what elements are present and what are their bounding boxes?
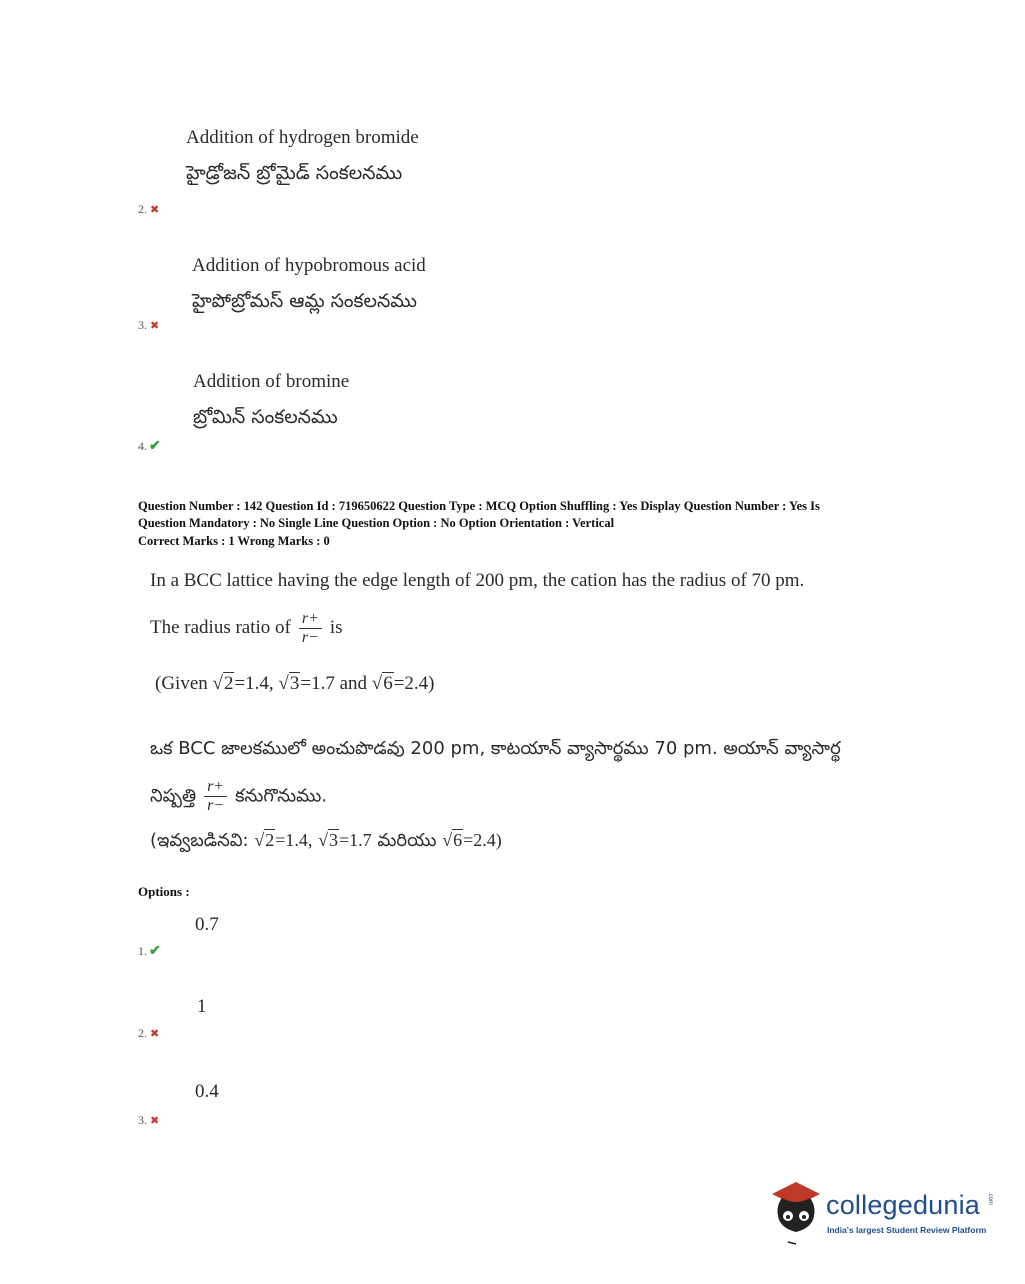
logo-name: collegedunia — [826, 1190, 981, 1220]
collegedunia-logo — [766, 1176, 1001, 1246]
fraction: $\frac{r+}{r-}$ — [299, 610, 322, 647]
wrong-icon: ✖ — [150, 204, 160, 216]
sqrt-2: √2 — [254, 830, 275, 850]
option-number: 1. ✔ — [138, 944, 161, 959]
option-number: 2. ✖ — [138, 202, 160, 216]
fraction: $\frac{r+}{r-}$ — [204, 778, 227, 815]
option-value: 1 — [197, 996, 207, 1017]
sqrt-3: √3 — [318, 830, 338, 850]
question-text-en: In a BCC lattice having the edge length of 200 pm, the cation has the radius of 70 pm. — [150, 570, 805, 591]
option-text-te: హైడ్రోజన్ బ్రోమైడ్ సంకలనము — [186, 162, 403, 184]
question-meta: Question Number : 142 Question Id : 719650622 Question Type : MCQ Option Shuffling : Yes Display Question Number : Yes Is Question Mandatory : No Single Line Question Option : No Option Orientation : Vertical Correct Marks : 1 Wrong Marks : 0 — [138, 499, 820, 548]
radius-ratio-line: The radius ratio of $\frac{r+}{r-}$ is — [150, 610, 343, 646]
option-number: 2. ✖ — [138, 1026, 160, 1040]
sqrt-6: √6 — [371, 673, 393, 694]
logo-tagline: India's largest Student Review Platform — [827, 1225, 987, 1235]
wrong-icon: ✖ — [150, 1115, 160, 1127]
option-value: 0.4 — [195, 1081, 219, 1102]
radius-ratio-line-te: నిష్పత్తి $\frac{r+}{r-}$ కనుగొనుము. — [150, 778, 328, 814]
option-text-te: బ్రోమిన్ సంకలనము — [193, 406, 338, 428]
options-label: Options : — [138, 884, 190, 899]
sqrt-3: √3 — [278, 673, 300, 694]
logo-com: .com — [987, 1192, 993, 1206]
sqrt-6: √6 — [442, 830, 463, 850]
option-text-en: Addition of hypobromous acid — [192, 255, 426, 276]
option-text-en: Addition of bromine — [193, 371, 350, 392]
given-line: (Given √2=1.4, √3=1.7 and √6=2.4) — [155, 673, 435, 694]
correct-icon: ✔ — [149, 944, 161, 959]
option-text-te: హైపోబ్రోమస్ ఆమ్ల సంకలనము — [192, 290, 417, 312]
wrong-icon: ✖ — [150, 320, 160, 332]
option-number: 4. ✔ — [138, 439, 161, 454]
sqrt-2: √2 — [212, 673, 234, 694]
given-line-te: (ఇవ్వబడినవి: √2=1.4, √3=1.7 మరియు √6=2.4) — [150, 830, 502, 851]
correct-icon: ✔ — [149, 439, 161, 454]
option-value: 0.7 — [195, 914, 219, 935]
question-text-te: ఒక BCC జాలకములో అంచుపొడవు 200 pm, కాటయాన్ వ్యాసార్థము 70 pm. అయాన్ వ్యాసార్థ — [150, 738, 841, 759]
option-number: 3. ✖ — [138, 318, 160, 332]
mascot-icon — [766, 1176, 826, 1246]
wrong-icon: ✖ — [150, 1028, 160, 1040]
option-number: 3. ✖ — [138, 1113, 160, 1127]
option-text-en: Addition of hydrogen bromide — [186, 127, 419, 148]
